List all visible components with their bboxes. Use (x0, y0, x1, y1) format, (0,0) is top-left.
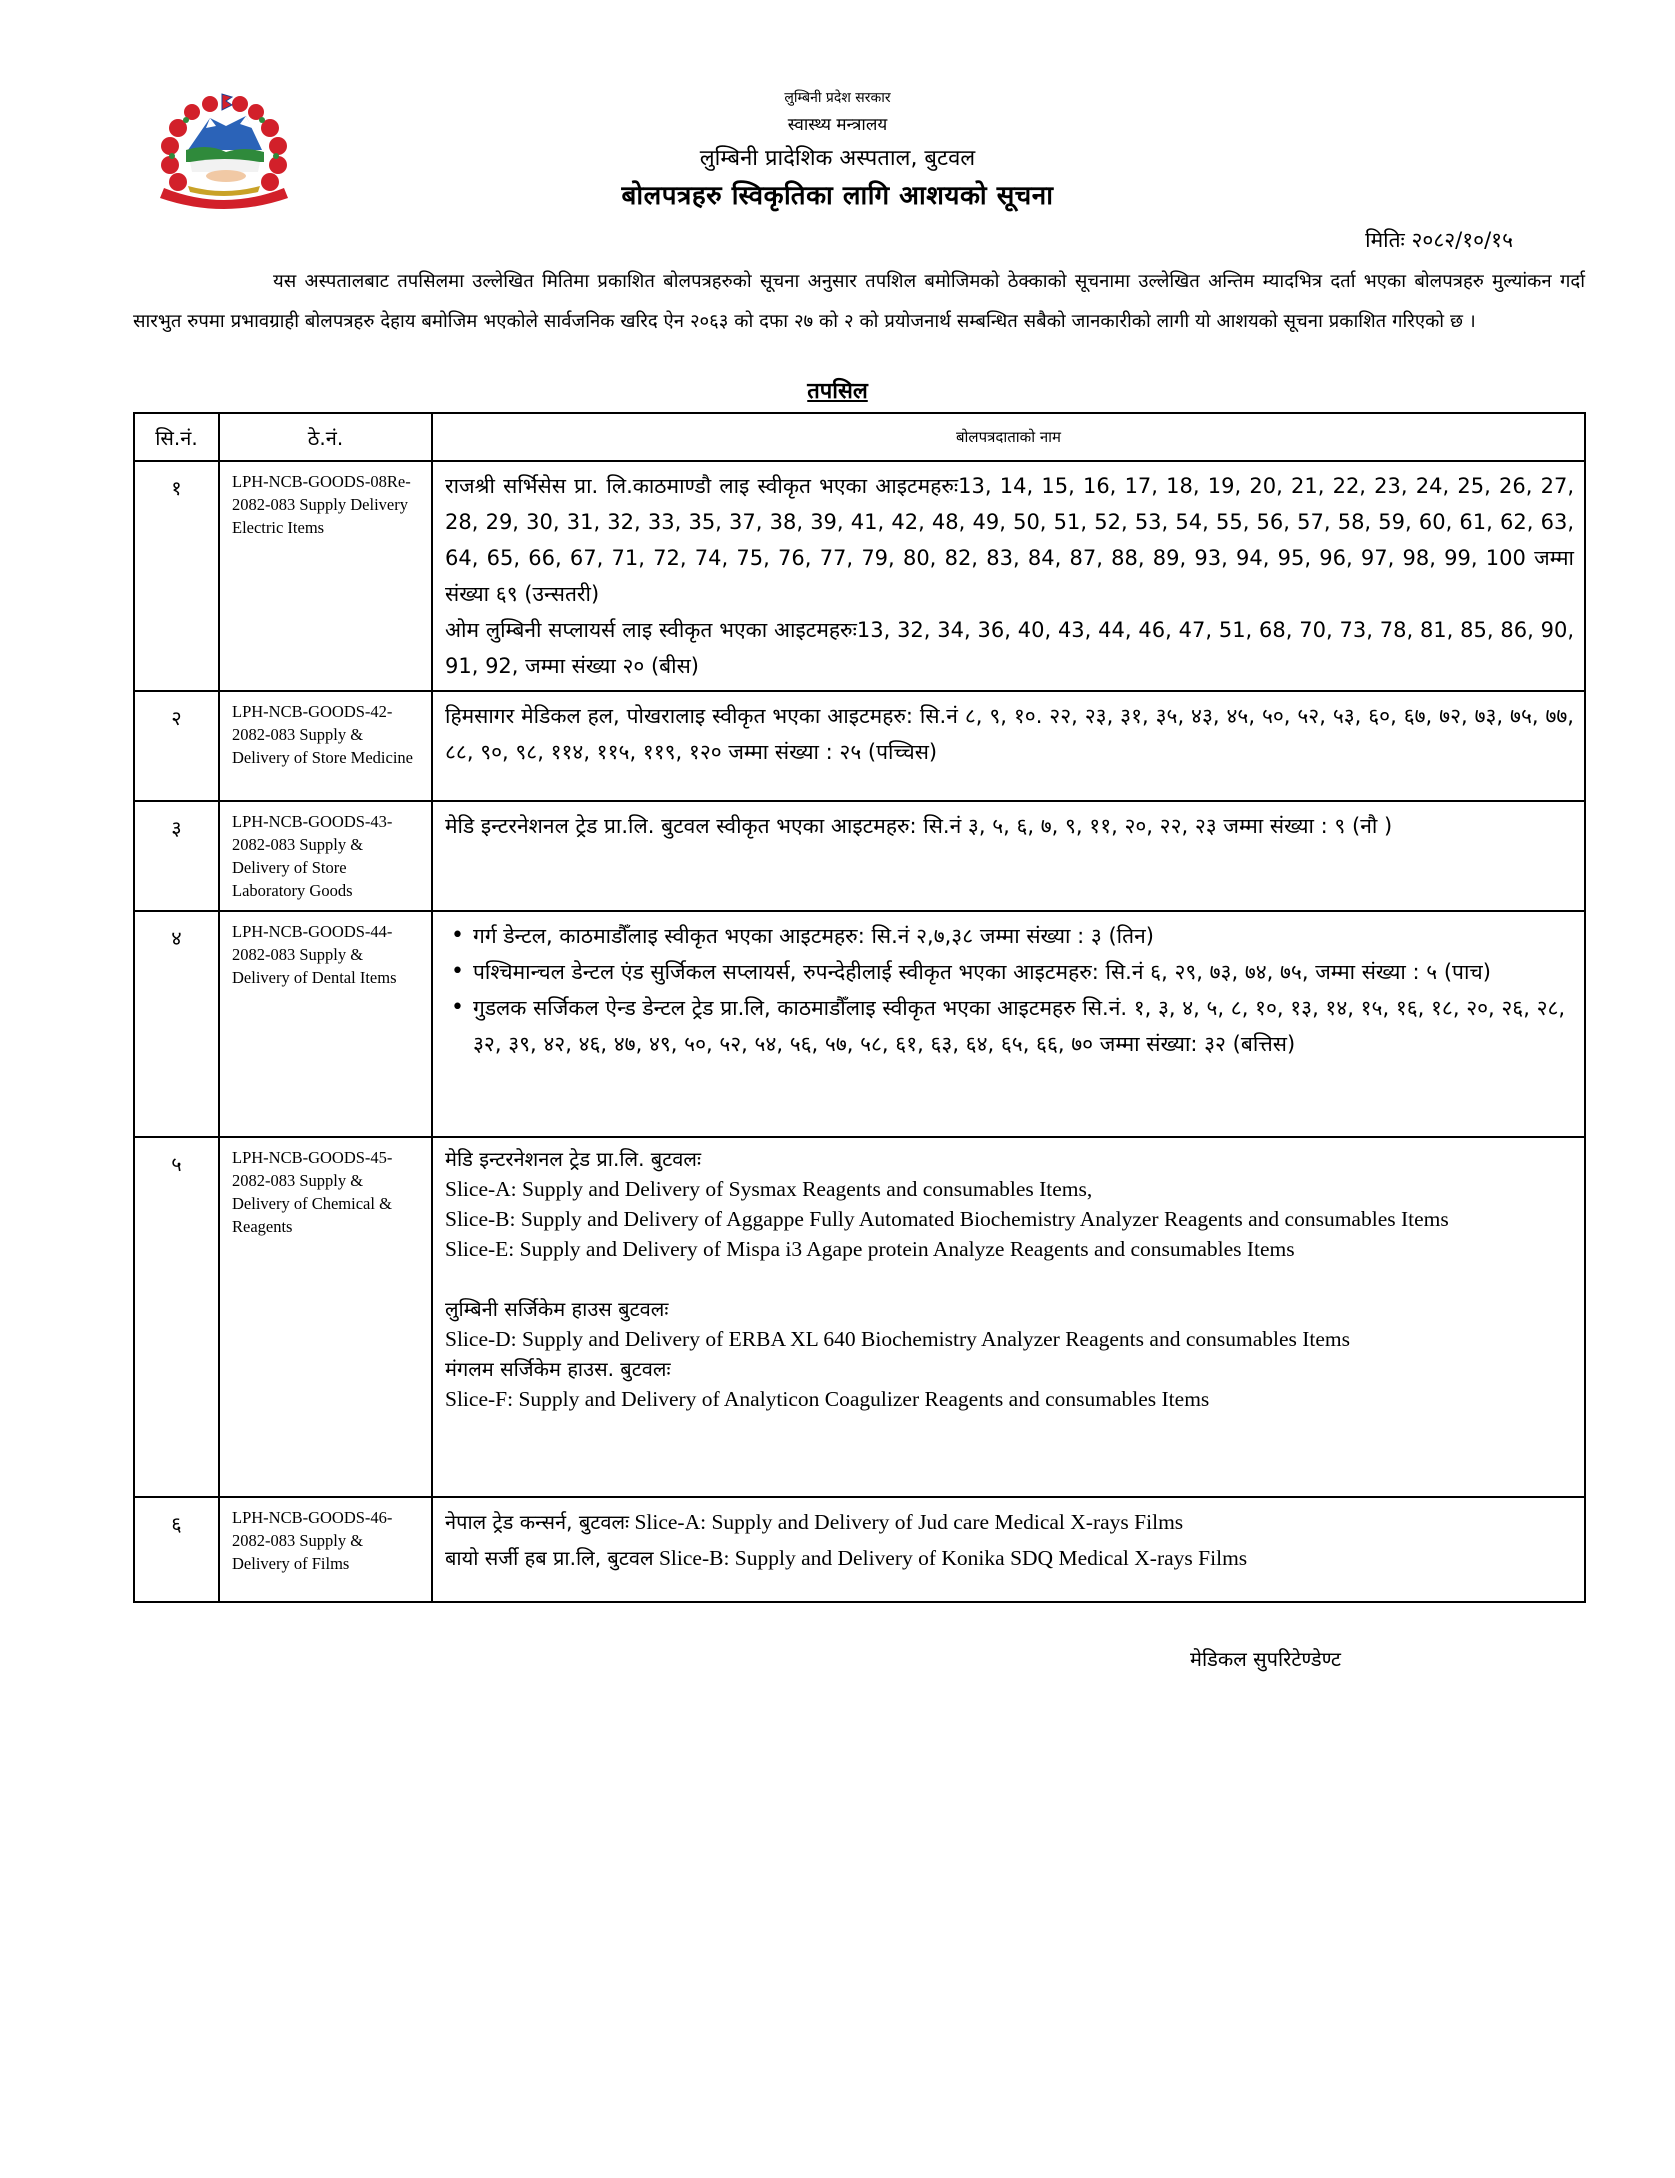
vendor-name: मंगलम सर्जिकेम हाउस. बुटवलः (445, 1357, 671, 1381)
notice-title: बोलपत्रहरु स्विकृतिका लागि आशयको सूचना (621, 181, 1054, 211)
table-header-row (134, 413, 1585, 461)
bidder-entry: ओम लुम्बिनी सप्लायर्स लाइ स्वीकृत भएका आइटमहरुः13, 32, 34, 36, 40, 43, 44, 46, 47, 51, 68, 70, 73, 78, 81, 85, 86, 90, 91, 92, जम्मा संख्या २० (बीस) (445, 618, 1574, 678)
bidder-list (445, 918, 1574, 1062)
table-row (134, 1497, 1585, 1602)
notice-paragraph (133, 262, 1585, 342)
slice-line: Slice-F: Supply and Delivery of Analyticon Coagulizer Reagents and consumables Items (445, 1387, 1210, 1411)
slice-line: Slice-B: Supply and Delivery of Aggappe Fully Automated Biochemistry Analyzer Reagents and consumables Items (445, 1207, 1449, 1231)
row-bidders (432, 911, 1585, 1137)
vendor-group (445, 1144, 1574, 1264)
vendor-name: मेडि इन्टरनेशनल ट्रेड प्रा.लि. बुटवलः (445, 1147, 702, 1171)
row-bidders (432, 461, 1585, 691)
bidder-bullet: • पश्चिमान्चल डेन्टल एंड सुर्जिकल सप्लायर्स, रुपन्देहीलाई स्वीकृत भएका आइटमहरु: सि.नं ६, २९, ७३, ७४, ७५, जम्मा संख्या : ५ (पाच) (473, 954, 1574, 990)
row-serial: ४ (134, 911, 219, 1137)
row-serial: ६ (134, 1497, 219, 1602)
table-row (134, 911, 1585, 1137)
bidder-entry: हिमसागर मेडिकल हल, पोखरालाइ स्वीकृत भएका आइटमहरु: सि.नं ८, ९, १०. २२, २३, ३१, ३५, ४३, ४५, ५०, ५२, ५३, ६०, ६७, ७२, ७३, ७५, ७७, ८८, ९०, ९८, ११४, ११५, ११९, १२० जम्मा संख्या : २५ (पच्चिस) (445, 704, 1574, 764)
row-bidders (432, 801, 1585, 911)
notice-paragraph-text: यस अस्पतालबाट तपसिलमा उल्लेखित मितिमा प्रकाशित बोलपत्रहरुको सूचना अनुसार तपशिल बमोजिमको ठेक्काको सूचनामा उल्लेखित अन्तिम म्यादभित्र दर्ता भएका बोलपत्रहरु मुल्यांकन गर्दा सारभुत रुपमा प्रभावग्राही बोलपत्रहरु देहाय बमोजिम भएकोले सार्वजनिक खरिद ऐन २०६३ को दफा २७ को २ को प्रयोजनार्थ सम्बन्धित सबैको जानकारीको लागी यो आशयको सूचना प्रकाशित गरिएको छ । (133, 271, 1585, 332)
table-row (134, 801, 1585, 911)
slice-line: Slice-A: Supply and Delivery of Sysmax Reagents and consumables Items, (445, 1177, 1093, 1201)
vendor-name: लुम्बिनी सर्जिकेम हाउस बुटवलः (445, 1297, 669, 1321)
signature-designation: मेडिकल सुपरिटेण्डेण्ट (1190, 1647, 1341, 1671)
vendor-name: बायो सर्जी हब प्रा.लि, बुटवल (445, 1546, 654, 1570)
row-serial: २ (134, 691, 219, 801)
vendor-group (445, 1354, 1574, 1414)
section-title: तपसिल (807, 379, 868, 404)
row-serial: १ (134, 461, 219, 691)
row-contract-ref: LPH-NCB-GOODS-08Re-2082-083 Supply Delivery Electric Items (219, 461, 432, 691)
slice-text: Slice-B: Supply and Delivery of Konika SDQ Medical X-rays Films (653, 1546, 1248, 1570)
header-hospital: लुम्बिनी प्रादेशिक अस्पताल, बुटवल (699, 146, 976, 171)
slice-line: Slice-D: Supply and Delivery of ERBA XL 640 Biochemistry Analyzer Reagents and consumables Items (445, 1327, 1351, 1351)
bids-table (133, 412, 1586, 1603)
header-province: लुम्बिनी प्रदेश सरकार (784, 90, 891, 106)
header-serial: सि.नं. (134, 413, 219, 461)
row-contract-ref: LPH-NCB-GOODS-46-2082-083 Supply & Delivery of Films (219, 1497, 432, 1602)
row-bidders (432, 1497, 1585, 1602)
film-line (445, 1504, 1574, 1540)
bidder-entry: राजश्री सर्भिसेस प्रा. लि.काठमाण्डौ लाइ स्वीकृत भएका आइटमहरुः13, 14, 15, 16, 17, 18, 19, 20, 21, 22, 23, 24, 25, 26, 27, 28, 29, 30, 31, 32, 33, 35, 37, 38, 39, 41, 42, 48, 49, 50, 51, 52, 53, 54, 55, 56, 57, 58, 59, 60, 61, 62, 63, 64, 65, 66, 67, 71, 72, 74, 75, 76, 77, 79, 80, 82, 83, 84, 87, 88, 89, 93, 94, 95, 96, 97, 98, 99, 100 जम्मा संख्या ६९ (उन्सतरी) (445, 474, 1574, 606)
header-ministry: स्वास्थ्य मन्त्रालय (787, 115, 888, 135)
row-contract-ref: LPH-NCB-GOODS-44-2082-083 Supply & Delivery of Dental Items (219, 911, 432, 1137)
notice-date: मितिः २०८२/१०/१५ (1365, 228, 1513, 252)
row-bidders (432, 1137, 1585, 1497)
bidder-bullet: • गर्ग डेन्टल, काठमाडौँलाइ स्वीकृत भएका आइटमहरु: सि.नं २,७,३८ जम्मा संख्या : ३ (तिन) (473, 918, 1574, 954)
row-serial: ३ (134, 801, 219, 911)
row-contract-ref: LPH-NCB-GOODS-43-2082-083 Supply & Delivery of Store Laboratory Goods (219, 801, 432, 911)
header-contract-no: ठे.नं. (219, 413, 432, 461)
slice-text: Slice-A: Supply and Delivery of Jud care Medical X-rays Films (629, 1510, 1184, 1534)
table-row (134, 461, 1585, 691)
vendor-name: नेपाल ट्रेड कन्सर्न, बुटवलः (445, 1510, 630, 1534)
row-serial: ५ (134, 1137, 219, 1497)
row-contract-ref: LPH-NCB-GOODS-45-2082-083 Supply & Delivery of Chemical & Reagents (219, 1137, 432, 1497)
slice-line: Slice-E: Supply and Delivery of Mispa i3 Agape protein Analyze Reagents and consumables Items (445, 1237, 1295, 1261)
film-line (445, 1540, 1574, 1576)
header-bidder-name: बोलपत्रदाताको नाम (432, 413, 1585, 461)
bidder-bullet: • गुडलक सर्जिकल ऐन्ड डेन्टल ट्रेड प्रा.लि, काठमाडौँलाइ स्वीकृत भएका आइटमहरु सि.नं. १, ३, ४, ५, ८, १०, १३, १४, १५, १६, १८, २०, २६, २८, ३२, ३९, ४२, ४६, ४७, ४९, ५०, ५२, ५४, ५६, ५७, ५८, ६१, ६३, ६४, ६५, ६६, ७० जम्मा संख्या: ३२ (बत्तिस) (473, 990, 1574, 1062)
bidder-entry: मेडि इन्टरनेशनल ट्रेड प्रा.लि. बुटवल स्वीकृत भएका आइटमहरु: सि.नं ३, ५, ६, ७, ९, ११, २०, २२, २३ जम्मा संख्या : ९ (नौ ) (445, 814, 1393, 838)
table-row (134, 691, 1585, 801)
row-contract-ref: LPH-NCB-GOODS-42-2082-083 Supply & Delivery of Store Medicine (219, 691, 432, 801)
vendor-group (445, 1294, 1574, 1354)
table-row (134, 1137, 1585, 1497)
row-bidders (432, 691, 1585, 801)
